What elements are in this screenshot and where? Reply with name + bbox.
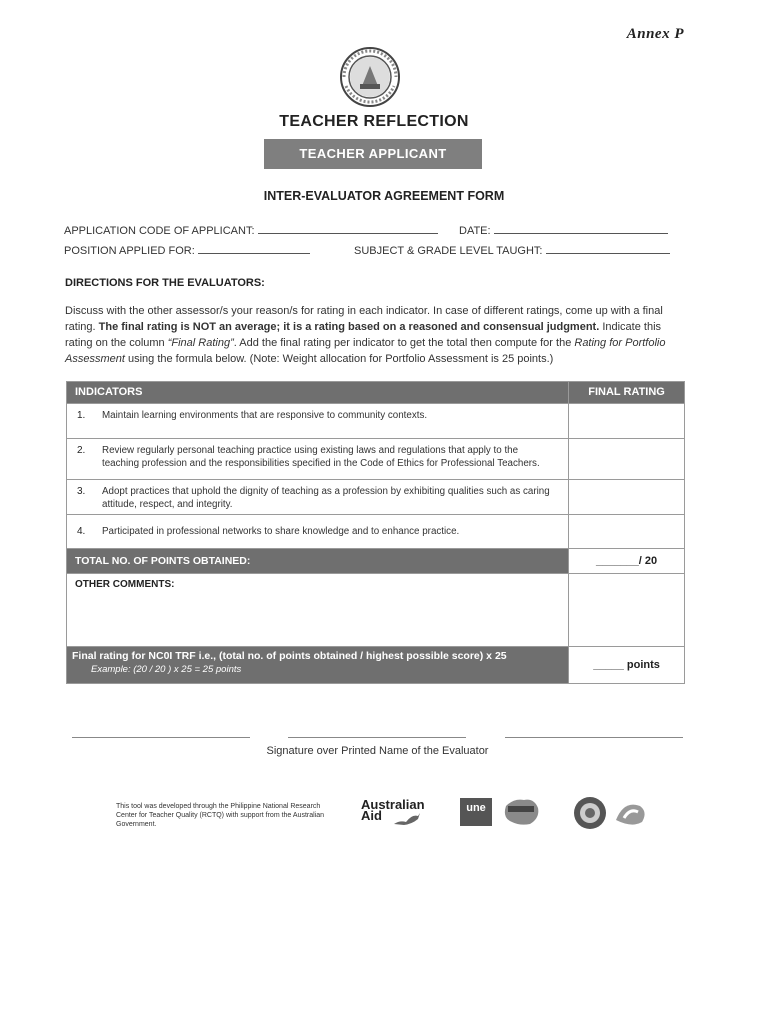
app-code-label: APPLICATION CODE OF APPLICANT: — [64, 225, 255, 237]
signature-line-1[interactable] — [72, 737, 250, 738]
date-label: DATE: — [459, 225, 491, 237]
indicator-cell — [67, 404, 569, 439]
indicator-number: 2. — [77, 445, 86, 456]
une-logo: une — [460, 798, 492, 826]
app-code-field[interactable] — [64, 223, 438, 237]
final-rating-cell[interactable] — [569, 439, 685, 480]
app-code-blank[interactable] — [258, 223, 438, 234]
comments-cell[interactable] — [67, 574, 569, 647]
date-blank[interactable] — [494, 223, 668, 234]
position-label: POSITION APPLIED FOR: — [64, 245, 195, 257]
final-example: Example: (20 / 20 ) x 25 = 25 points — [91, 664, 242, 675]
directions-part: using the formula below. (Note: Weight allocation for Portfolio Assessment is 25 points.) — [124, 353, 554, 365]
deped-seal-icon — [334, 46, 406, 108]
subject-blank[interactable] — [546, 243, 670, 254]
kangaroo-icon — [392, 810, 422, 826]
final-rating-header: FINAL RATING — [569, 382, 685, 404]
comments-row — [67, 574, 685, 647]
total-label: TOTAL NO. OF POINTS OBTAINED: — [67, 549, 569, 574]
annex-label: Annex P — [626, 26, 684, 42]
directions-italic: Rating for Portfolio Assessment — [65, 337, 666, 365]
final-rating-cell[interactable] — [569, 515, 685, 549]
directions-text — [65, 303, 685, 367]
date-field[interactable] — [459, 223, 668, 237]
indicator-number: 3. — [77, 486, 86, 497]
directions-part: . Add the final rating per indicator to get the total then compute for the — [233, 337, 575, 349]
position-field[interactable] — [64, 243, 310, 257]
final-rating-cell[interactable] — [569, 404, 685, 439]
signature-caption: Signature over Printed Name of the Evaluator — [266, 745, 489, 757]
indicator-cell — [67, 480, 569, 515]
australia-map-logo-icon — [500, 796, 542, 828]
table-row — [67, 515, 685, 549]
indicator-number: 1. — [77, 410, 86, 421]
form-subtitle: INTER-EVALUATOR AGREEMENT FORM — [263, 189, 505, 203]
aid-line-2: Aid — [361, 808, 382, 823]
directions-emphasis: The final rating is NOT an average; it is a rating based on a reasoned and consensual judgment. — [98, 321, 600, 333]
aid-line-1: Australian — [361, 797, 425, 812]
rating-table — [66, 381, 685, 684]
indicator-text: Maintain learning environments that are responsive to community contexts. — [102, 410, 428, 421]
directions-part: Discuss with the other assessor/s your reason/s for rating in each indicator. In case of different ratings, come up with a final rating. — [65, 305, 663, 333]
applicant-band: TEACHER APPLICANT — [264, 139, 482, 169]
footer-note: This tool was developed through the Philippine National Research Center for Teacher Quality (RCTQ) with support from the Australian Government. — [116, 803, 325, 828]
signature-line-2[interactable] — [288, 737, 466, 738]
total-value[interactable]: _______/ 20 — [569, 549, 685, 574]
subject-label: SUBJECT & GRADE LEVEL TAUGHT: — [354, 245, 543, 257]
position-blank[interactable] — [198, 243, 310, 254]
page-title: TEACHER REFLECTION — [279, 113, 469, 130]
indicator-number: 4. — [77, 526, 86, 537]
indicator-cell — [67, 439, 569, 480]
seal-logo-icon — [570, 796, 610, 830]
table-row — [67, 439, 685, 480]
signature-line-3[interactable] — [505, 737, 683, 738]
total-row — [67, 549, 685, 574]
table-header-row — [67, 382, 685, 404]
final-points-value[interactable]: _____ points — [569, 647, 685, 684]
comments-rating-cell — [569, 574, 685, 647]
table-row — [67, 404, 685, 439]
indicator-cell — [67, 515, 569, 549]
directions-heading: DIRECTIONS FOR THE EVALUATORS: — [65, 277, 265, 289]
final-rating-cell[interactable] — [569, 480, 685, 515]
rctq-logo-icon — [612, 798, 652, 828]
subject-field[interactable] — [354, 243, 670, 257]
directions-part: Indicate this rating on the column — [65, 321, 662, 349]
final-formula-cell — [67, 647, 569, 684]
indicators-header: INDICATORS — [67, 382, 569, 404]
final-rating-row — [67, 647, 685, 684]
directions-italic: “Final Rating” — [167, 337, 234, 349]
final-formula-label: Final rating for NC0I TRF i.e., (total no. of points obtained / highest possible score) x 25 — [72, 650, 507, 662]
indicator-text: Review regularly personal teaching practice using existing laws and regulations that apply to the teaching profession and the responsibilities specified in the Code of Ethics for Professional Teachers. — [102, 445, 540, 469]
comments-label: OTHER COMMENTS: — [75, 579, 175, 590]
indicator-text: Participated in professional networks to share knowledge and to enhance practice. — [102, 526, 460, 537]
table-row — [67, 480, 685, 515]
indicator-text: Adopt practices that uphold the dignity of teaching as a profession by exhibiting qualities such as caring attitude, respect, and integrity. — [102, 486, 550, 510]
